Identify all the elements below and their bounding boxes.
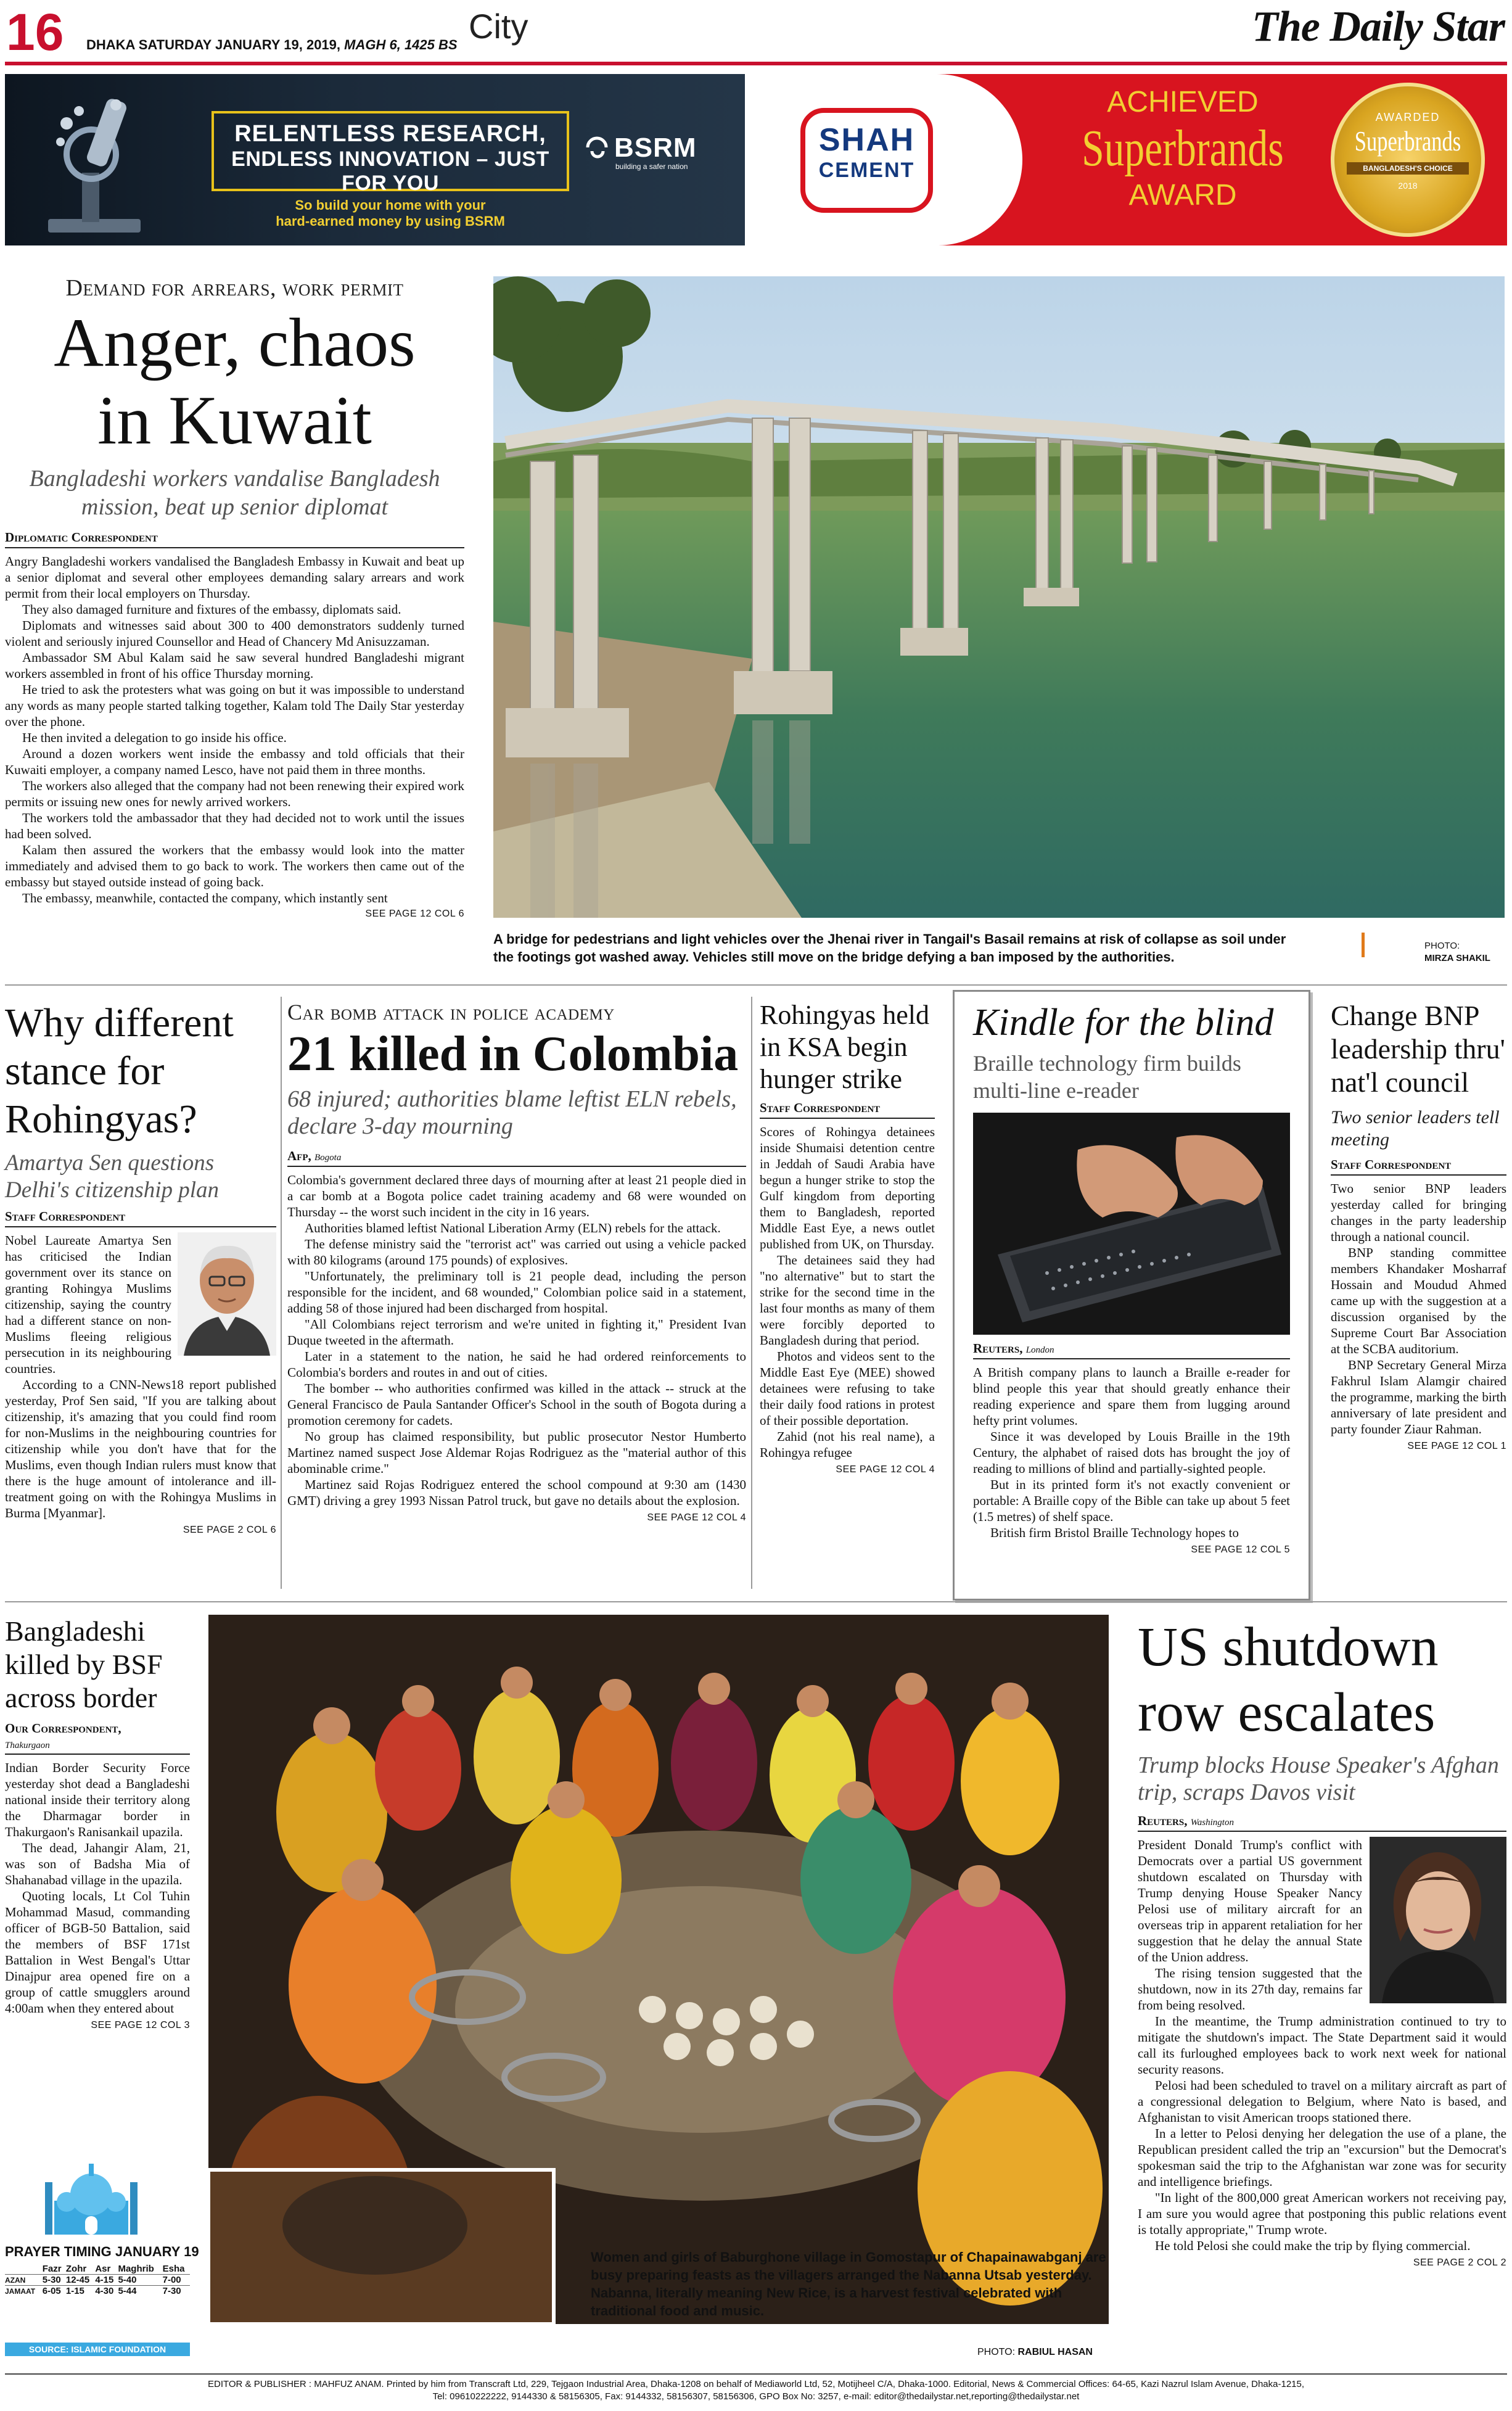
feast-caption: Women and girls of Baburghone village in Gomostapur of Chapainawabganj are busy preparing feasts as the villagers arranged the Nabanna Utsab yesterday. Nabanna, literally meaning New Rice, is a harvest festival celebrated with traditional food and music. <box>591 2249 1106 2318</box>
paragraph: Diplomats and witnesses said about 300 to 400 demonstrators suddenly turned violent and seriously injured Counsellor and Head of Chancery Md Anisuzzaman. <box>5 618 464 649</box>
colombia-byline <box>287 1148 746 1167</box>
dateline-bangla: MAGH 6, 1425 BS <box>344 37 458 52</box>
colombia-byline-place: Bogota <box>314 1153 342 1163</box>
paragraph: Around a dozen workers went inside the embassy and told officials that their Kuwaiti employer, a company named Lesco, have not paid them in three months. <box>5 746 464 777</box>
imprint-line-1: EDITOR & PUBLISHER : MAHFUZ ANAM. Printed by him from Transcraft Ltd, 229, Tejgaon Industrial Area, Dhaka-1208 on behalf of Mediaworld Ltd, 52, Motijheel C/A, Dhaka-1000. Editorial, News & Commercial Offices: 64-65, Kazi Nazrul Islam Avenue, Dhaka-1215, <box>207 2379 1305 2389</box>
kindle-byline <box>973 1341 1290 1359</box>
kindle-photo <box>973 1113 1290 1335</box>
prayer-table <box>5 2264 190 2296</box>
rohingya-sen-article <box>5 999 276 1591</box>
prayer-cell: 5-30 <box>42 2275 61 2285</box>
colombia-body <box>287 1172 746 1509</box>
bnp-byline: Staff Correspondent <box>1331 1157 1506 1176</box>
rohingya-sen-headline: Why different stance for Rohingyas? <box>5 1000 234 1142</box>
paragraph: They also damaged furniture and fixtures of the embassy, diplomats said. <box>22 602 401 617</box>
paragraph: Since it was developed by Louis Braille in the 19th Century, the alphabet of raised dots has brought the joy of reading to millions of blind and partially-sighted people. <box>973 1429 1290 1476</box>
paragraph: In a letter to Pelosi denying her delegation the use of a plane, the Republican president called the trip an "excursion" but the Democrat's spokesman said the trip to the Afghanistan war zone was for security and intelligence briefings. <box>1138 2126 1506 2189</box>
prayer-header-cell: Fazr <box>42 2264 62 2274</box>
bsf-see-page[interactable]: SEE PAGE 12 COL 3 <box>91 2020 190 2030</box>
kuwait-headline <box>5 304 464 460</box>
kindle-byline-agency: Reuters, <box>973 1341 1023 1356</box>
masthead <box>0 0 1512 68</box>
bsrm-logo-icon <box>585 135 609 160</box>
bridge-photo <box>493 276 1505 918</box>
paragraph: The defense ministry said the "terrorist act" was carried out using a vehicle packed with 80 kilograms (around 175 pounds) of explosives. <box>287 1237 746 1267</box>
bsrm-sub-1: So build your home with your <box>295 197 486 213</box>
prayer-source: SOURCE: ISLAMIC FOUNDATION <box>5 2343 190 2356</box>
paragraph: Authorities blamed leftist National Liberation Army (ELN) rebels for the attack. <box>305 1221 721 1235</box>
colombia-article <box>287 999 746 1591</box>
prayer-cell: 7-00 <box>162 2275 181 2285</box>
paragraph: Indian Border Security Force yesterday shot dead a Bangladeshi national inside their territory along the Dharmagar border in Thakurgaon's Ranisankail upazila. <box>5 1760 190 1839</box>
bsf-article <box>5 1615 190 2127</box>
amartya-sen-photo <box>178 1232 276 1356</box>
kuwait-article <box>5 274 464 981</box>
colombia-see-page[interactable]: SEE PAGE 12 COL 4 <box>647 1512 746 1523</box>
paragraph: Photos and videos sent to the Middle East Eye (MEE) showed detainees were refusing to take their daily food rations in protest of their possible deportation. <box>760 1349 935 1428</box>
shah-slogan <box>1053 85 1312 212</box>
paragraph: But in its printed form it's not exactly convenient or portable: A Braille copy of the Bible can take up about 5 feet (1.5 metres) of shelf space. <box>973 1477 1290 1524</box>
shah-line-2: Superbrands <box>1082 120 1284 177</box>
paragraph: The dead, Jahangir Alam, 21, was son of Badsha Mia of Shahanabad village in the upazila. <box>5 1840 190 1887</box>
us-shutdown-headline: US shutdown row escalates <box>1138 1617 1439 1743</box>
bridge-credit <box>1424 940 1490 965</box>
prayer-cell: JAMAAT <box>5 2286 36 2296</box>
us-shutdown-see-page[interactable]: SEE PAGE 2 COL 2 <box>1413 2257 1506 2268</box>
rohingya-sen-see-page[interactable]: SEE PAGE 2 COL 6 <box>183 1525 276 1535</box>
bridge-photo-image <box>493 276 1505 918</box>
prayer-cell: 5-44 <box>118 2286 137 2296</box>
shah-brand-2: CEMENT <box>818 159 915 182</box>
prayer-row <box>5 2286 190 2297</box>
paper-name: The Daily Star <box>1252 3 1505 51</box>
paragraph: Quoting locals, Lt Col Tuhin Mohammad Masud, commanding officer of BGB-50 Battalion, said the members of BSF 171st Battalion in West Bengal's Uttar Dinajpur area opened fire on a group of cattle smugglers around 4:00am when they entered about <box>5 1889 190 2016</box>
colombia-byline-agency: Afp, <box>287 1148 311 1163</box>
paragraph: He told Pelosi she could make the trip by flying commercial. <box>1155 2238 1471 2253</box>
paragraph: The embassy, meanwhile, contacted the company, which instantly sent <box>22 891 388 905</box>
paragraph: The detainees said they had "no alternative" but to start the strike for the second time in the last four months as many of them were forcibly deported to Bangladesh during that period. <box>760 1253 935 1348</box>
section-name: City <box>469 7 528 46</box>
bsrm-sub-2: hard-earned money by using BSRM <box>276 213 505 229</box>
ksa-see-page[interactable]: SEE PAGE 12 COL 4 <box>836 1464 935 1475</box>
footer-rule <box>5 2373 1507 2375</box>
paragraph: BNP Secretary General Mirza Fakhrul Islam Alamgir chaired the programme, marking the birth anniversary of late president and party founder Ziaur Rahman. <box>1331 1358 1506 1436</box>
prayer-header-row <box>5 2264 190 2275</box>
ksa-byline: Staff Correspondent <box>760 1100 935 1119</box>
paragraph: Later in a statement to the nation, he said he had ordered reinforcements to Colombia's borders and routes in and out of cities. <box>287 1349 746 1380</box>
prayer-row <box>5 2275 190 2286</box>
amartya-sen-portrait <box>178 1232 276 1356</box>
page-number: 16 <box>6 3 64 61</box>
paragraph: Pelosi had been scheduled to travel on a military aircraft as part of a congressional delegation to Belgium, where Nato is based, and Afghanistan to visit American troops stationed there. <box>1138 2078 1506 2125</box>
mosque-icon <box>42 2158 141 2238</box>
paragraph: In the meantime, the Trump administration continued to try to mitigate the shutdown's impact. The State Department said it would call its furloughed employees back to work next week for national security reasons. <box>1138 2014 1506 2077</box>
kuwait-body <box>5 553 464 906</box>
paragraph: He tried to ask the protesters what was going on but it was impossible to understand any words as many people started talking together, Kalam told The Daily Star yesterday over the phone. <box>5 682 464 729</box>
bridge-credit-name: MIRZA SHAKIL <box>1424 953 1490 963</box>
seal-year: 2018 <box>1398 181 1418 191</box>
bsf-byline-agency: Our Correspondent, <box>5 1721 121 1736</box>
prayer-title: PRAYER TIMING JANUARY 19 <box>5 2244 199 2259</box>
colombia-deck: 68 injured; authorities blame leftist ELN rebels, declare 3-day mourning <box>287 1086 737 1139</box>
paragraph: Ambassador SM Abul Kalam said he saw several hundred Bangladeshi migrant workers assembled in front of his office Thursday morning. <box>5 650 464 681</box>
prayer-timing <box>5 2158 199 2361</box>
kindle-deck: Braille technology firm builds multi-line e-reader <box>973 1051 1241 1103</box>
bridge-caption-mark <box>1362 933 1365 957</box>
paragraph: BNP standing committee members Khandaker Mosharraf Hossain and Moudud Ahmed came up with the suggestion at a discussion organised by the Supreme Court Bar Association at the SCBA auditorium. <box>1331 1245 1506 1356</box>
row-divider-1 <box>5 984 1507 986</box>
paragraph: A British company plans to launch a Braille e-reader for blind people this year that should greatly enhance their reading experience and spare them from lugging around hefty print volumes. <box>973 1365 1290 1428</box>
paragraph: No group has claimed responsibility, but public prosecutor Nestor Humberto Martinez named suspect Jose Aldemar Rojas Rodriguez as the "material author of this abominable crime." <box>287 1429 746 1476</box>
col-divider <box>281 997 282 1589</box>
kuwait-kicker: Demand for arrears, work permit <box>65 275 404 301</box>
paragraph: According to a CNN-News18 report published yesterday, Prof Sen said, "If you are talking about citizenship, it's amazing that you could find room for non-Muslims in the neighbouring countries for citizenship while you don't have that for the Muslims, even though Indian rulers must know that there is the huge amount of intolerance and ill-treatment going on with the Rohingya Muslims in Burma [Myanmar]. <box>5 1377 276 1520</box>
prayer-cell: 5-40 <box>118 2275 137 2285</box>
paragraph: President Donald Trump's conflict with Democrats over a partial US government shutdown escalated on Thursday with Trump denying House Speaker Nancy Pelosi use of military aircraft for an overseas trip in apparent retaliation for her suggestion that he delay the annual State of the Union address. <box>1138 1837 1362 1964</box>
bnp-article <box>1331 999 1506 1591</box>
prayer-header-cell <box>5 2264 43 2275</box>
feast-credit-label: PHOTO: <box>977 2347 1016 2357</box>
ksa-body <box>760 1124 935 1461</box>
kindle-see-page[interactable]: SEE PAGE 12 COL 5 <box>1191 1544 1290 1555</box>
bsrm-headline-1: RELENTLESS RESEARCH, <box>234 121 546 147</box>
prayer-cell: AZAN <box>5 2275 26 2285</box>
colombia-headline: 21 killed in Colombia <box>287 1027 739 1081</box>
seal-top: AWARDED <box>1375 111 1440 123</box>
kindle-article <box>953 990 1310 1601</box>
prayer-cell: 4-30 <box>95 2286 114 2296</box>
bsf-byline <box>5 1721 190 1755</box>
feast-photo <box>208 1615 1109 2324</box>
paragraph: Colombia's government declared three days of mourning after at least 21 people died in a car bomb at a Bogota police cadet training academy and 68 were wounded on Thursday -- the worst such incident in the city in 16 years. <box>287 1173 746 1219</box>
paragraph: Martinez said Rojas Rodriguez entered the school compound at 9:30 am (1430 GMT) driving a grey 1993 Nissan Patrol truck, but gave no details about the explosion. <box>287 1477 746 1508</box>
row-divider-2 <box>5 1601 1507 1602</box>
us-shutdown-deck: Trump blocks House Speaker's Afghan trip, scraps Davos visit <box>1138 1752 1499 1805</box>
paragraph: Scores of Rohingya detainees inside Shumaisi detention centre in Jeddah of Saudi Arabia have begun a hunger strike to stop the Gulf kingdom from deporting them to Bangladesh, reported Middle East Eye, a news outlet published from UK, on Thursday. <box>760 1124 935 1251</box>
kindle-byline-place: London <box>1025 1345 1054 1355</box>
paragraph: "In light of the 800,000 great American workers not receiving pay, I am sure you would agree that postponing this public relations event is totally appropriate," Trump wrote. <box>1138 2190 1506 2237</box>
prayer-header-cell: Asr <box>95 2264 111 2274</box>
bsrm-sub <box>212 197 569 229</box>
braille-reader-image <box>973 1113 1290 1335</box>
bnp-deck: Two senior leaders tell meeting <box>1331 1107 1500 1150</box>
paragraph: Nobel Laureate Amartya Sen has criticised the Indian government over its stance on granting Rohingya Muslims citizenship, saying the country had a different stance on non-Muslims fleeing religious persecution in its neighbouring countries. <box>5 1233 171 1376</box>
paragraph: Angry Bangladeshi workers vandalised the Bangladesh Embassy in Kuwait and beat up a senior diplomat and several other employees demanding salary arrears and work permit from their local employers on Thursday. <box>5 554 464 601</box>
rohingya-sen-deck: Amartya Sen questions Delhi's citizenship plan <box>5 1150 220 1203</box>
rohingya-sen-byline: Staff Correspondent <box>5 1209 276 1227</box>
imprint-footer <box>5 2378 1507 2403</box>
seal-band: BANGLADESH'S CHOICE <box>1347 162 1469 175</box>
imprint-line-2: Tel: 09610222222, 9144330 & 58156305, Fax: 9144332, 58156307, 58156306, GPO Box No: 3257, e-mail: editor@thedailystar.net,reporting@thedailystar.net <box>432 2391 1080 2402</box>
prayer-cell: 4-15 <box>95 2275 114 2285</box>
kindle-headline: Kindle for the blind <box>973 1002 1274 1044</box>
feast-credit-name: RABIUL HASAN <box>1017 2347 1093 2357</box>
microscope-icon <box>23 80 165 241</box>
seal-mid: Superbrands <box>1354 125 1461 157</box>
shah-brand-1: SHAH <box>818 122 915 158</box>
paragraph: The workers told the ambassador that they had decided not to work until the issues had been solved. <box>5 810 464 841</box>
prayer-cell: 1-15 <box>65 2286 84 2296</box>
kuwait-headline-2: in Kuwait <box>97 382 372 459</box>
paragraph: Two senior BNP leaders yesterday called for bringing changes in the party leadership through a national council. <box>1331 1181 1506 1244</box>
bnp-body <box>1331 1181 1506 1437</box>
kindle-body <box>973 1364 1290 1541</box>
paragraph: Kalam then assured the workers that the embassy would look into the matter immediately and advised them to go back to work. The workers then came out of the embassy but stayed outside instead of going back. <box>5 843 464 889</box>
dateline <box>86 37 458 53</box>
prayer-header-cell: Esha <box>162 2264 185 2274</box>
pelosi-portrait <box>1370 1837 1506 2003</box>
ksa-article <box>760 999 935 1591</box>
bnp-headline: Change BNP leadership thru' nat'l council <box>1331 1000 1505 1098</box>
us-shutdown-byline-agency: Reuters, <box>1138 1813 1188 1828</box>
bridge-credit-label: PHOTO: <box>1424 941 1460 951</box>
prayer-cell: 7-30 <box>162 2286 181 2296</box>
kuwait-see-page[interactable]: SEE PAGE 12 COL 6 <box>365 909 464 919</box>
bsrm-tagline: building a safer nation <box>615 162 688 171</box>
prayer-header-cell: Zohr <box>65 2264 87 2274</box>
bsf-headline: Bangladeshi killed by BSF across border <box>5 1615 163 1713</box>
paragraph: The bomber -- who authorities confirmed was killed in the attack -- struck at the General Francisco de Paula Santander Officer's School in the south of Bogota during a promotion ceremony for cadets. <box>287 1381 746 1428</box>
kuwait-byline: Diplomatic Correspondent <box>5 530 464 548</box>
bsrm-headline-box <box>212 111 569 195</box>
us-shutdown-byline <box>1138 1813 1506 1832</box>
bsf-byline-place: Thakurgaon <box>5 1741 50 1750</box>
paragraph: Zahid (not his real name), a Rohingya refugee <box>760 1429 935 1460</box>
feast-credit <box>977 2347 1093 2358</box>
colombia-kicker: Car bomb attack in police academy <box>287 1000 615 1024</box>
shah-cement-ad[interactable] <box>763 74 1507 245</box>
bsrm-headline-2: ENDLESS INNOVATION – JUST FOR YOU <box>231 147 549 195</box>
paragraph: "Unfortunately, the preliminary toll is 21 people dead, including the person responsible for the incident, and 68 wounded," Colombian police said in a statement, adding 58 of those injured had been discharged from hospital. <box>287 1269 746 1316</box>
shah-logo <box>800 108 933 213</box>
dateline-date: DHAKA SATURDAY JANUARY 19, 2019, <box>86 37 341 52</box>
paragraph: The workers also alleged that the company had not been renewing their expired work permits or issuing new ones for newly arrived workers. <box>5 778 464 809</box>
shah-line-1: ACHIEVED <box>1107 86 1259 118</box>
us-shutdown-article <box>1138 1615 1506 2361</box>
paragraph: "All Colombians reject terrorism and we're united in fighting it," President Ivan Duque tweeted in the aftermath. <box>287 1317 746 1348</box>
col-divider <box>751 997 752 1589</box>
prayer-cell: 6-05 <box>42 2286 61 2296</box>
ksa-headline: Rohingyas held in KSA begin hunger strike <box>760 1000 929 1094</box>
us-shutdown-byline-place: Washington <box>1190 1818 1234 1828</box>
bsrm-brand: BSRM <box>614 133 697 163</box>
bsf-body <box>5 1760 190 2016</box>
pelosi-photo <box>1370 1837 1506 2003</box>
paragraph: British firm Bristol Braille Technology hopes to <box>990 1525 1239 1540</box>
bridge-caption: A bridge for pedestrians and light vehicles over the Jhenai river in Tangail's Basail remains at risk of collapse as soil under the footings got washed away. Vehicles still move on the bridge defying a ban imposed by the authorities. <box>493 931 1286 965</box>
bsrm-ad[interactable] <box>5 74 745 245</box>
feast-photo-image <box>208 1615 1109 2324</box>
shah-line-3: AWARD <box>1128 179 1237 212</box>
prayer-header-cell: Maghrib <box>118 2264 154 2274</box>
paragraph: The rising tension suggested that the shutdown, now in its 27th day, remains far from being resolved. <box>1138 1966 1362 2013</box>
kuwait-deck: Bangladeshi workers vandalise Bangladesh mission, beat up senior diplomat <box>29 466 440 520</box>
masthead-rule <box>5 62 1507 65</box>
prayer-cell: 12-45 <box>65 2275 90 2285</box>
superbrands-seal <box>1331 83 1485 237</box>
paragraph: He then invited a delegation to go inside his office. <box>22 730 287 745</box>
bnp-see-page[interactable]: SEE PAGE 12 COL 1 <box>1407 1441 1506 1451</box>
kuwait-headline-1: Anger, chaos <box>54 305 416 381</box>
